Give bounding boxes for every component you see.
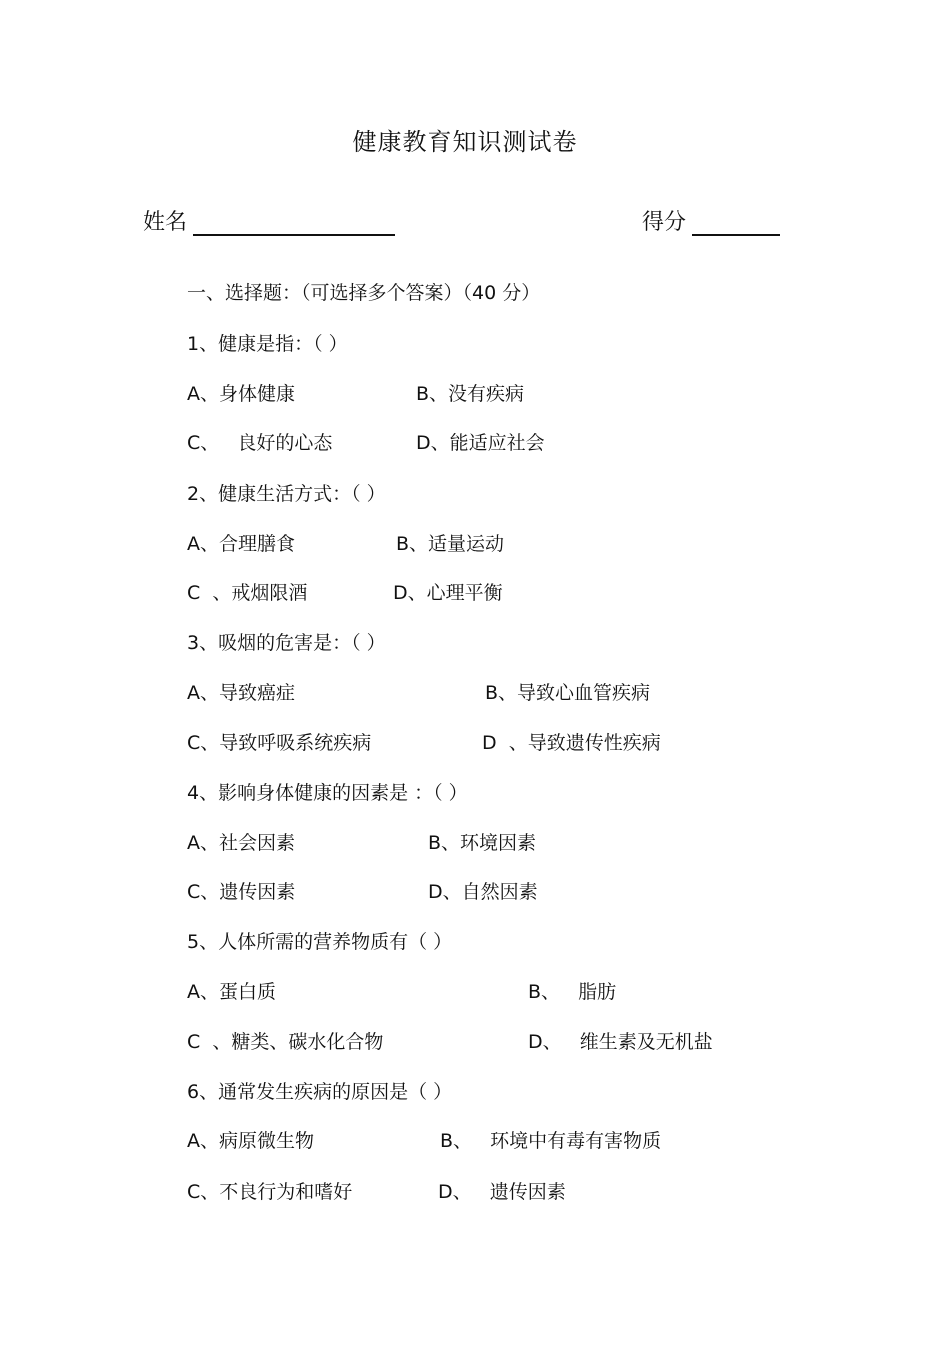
question-5-option-c: C 、糖类、碳水化合物 — [187, 1031, 384, 1053]
score-label: 得分 — [642, 210, 687, 235]
question-4-option-c: C、遗传因素 — [187, 881, 296, 903]
question-2-option-c: C 、戒烟限酒 — [187, 582, 308, 604]
question-6-stem: 6、通常发生疾病的原因是（ ） — [187, 1081, 453, 1103]
name-field — [143, 205, 395, 236]
question-6-option-c: C、不良行为和嗜好 — [187, 1181, 353, 1203]
question-2-stem: 2、健康生活方式：（ ） — [187, 483, 386, 505]
question-1-stem: 1、健康是指：（ ） — [187, 333, 348, 355]
question-6-option-b: B、 环境中有毒有害物质 — [440, 1130, 662, 1152]
page-title: 健康教育知识测试卷 — [352, 128, 578, 156]
question-3-option-d: D 、导致遗传性疾病 — [482, 732, 661, 754]
question-4-stem: 4、影响身体健康的因素是 ：（ ） — [187, 782, 468, 804]
name-blank-line — [193, 208, 395, 236]
question-5-option-d: D、 维生素及无机盐 — [528, 1031, 713, 1053]
question-1-option-c: C、 良好的心态 — [187, 432, 333, 454]
question-1-option-d: D、能适应社会 — [416, 432, 545, 454]
question-1-option-a: A、身体健康 — [187, 383, 295, 405]
question-4-option-d: D、自然因素 — [428, 881, 538, 903]
question-2-option-b: B、适量运动 — [396, 533, 505, 555]
question-4-option-b: B、环境因素 — [428, 832, 537, 854]
question-6-option-d: D、 遗传因素 — [438, 1181, 566, 1203]
question-6-option-a: A、病原微生物 — [187, 1130, 314, 1152]
question-1-option-b: B、没有疾病 — [416, 383, 525, 405]
question-3-option-c: C、导致呼吸系统疾病 — [187, 732, 372, 754]
question-5-option-a: A、蛋白质 — [187, 981, 276, 1003]
question-4-option-a: A、社会因素 — [187, 832, 295, 854]
question-3-option-b: B、导致心血管疾病 — [485, 682, 651, 704]
section-heading: 一、选择题：（可选择多个答案）（40 分） — [187, 282, 541, 304]
name-label: 姓名 — [143, 210, 188, 235]
question-5-option-b: B、 脂肪 — [528, 981, 617, 1003]
question-3-option-a: A、导致癌症 — [187, 682, 295, 704]
question-5-stem: 5、人体所需的营养物质有（ ） — [187, 931, 453, 953]
score-field — [642, 205, 780, 236]
question-2-option-d: D、心理平衡 — [393, 582, 503, 604]
score-blank-line — [692, 208, 780, 236]
question-3-stem: 3、吸烟的危害是：（ ） — [187, 632, 386, 654]
question-2-option-a: A、合理膳食 — [187, 533, 295, 555]
